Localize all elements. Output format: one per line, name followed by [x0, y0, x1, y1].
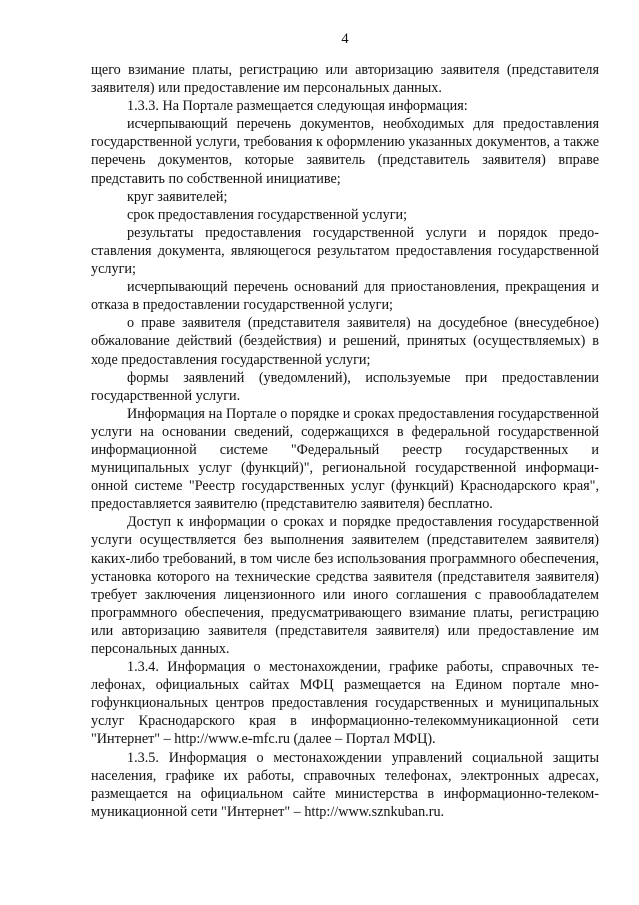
- paragraph: исчерпывающий перечень документов, необходимых для предоставления государственной услуги, требования к оформлению указанных документов, а также перечень документов, которые заявитель (представитель заявителя) вправе представить по собственной инициативе;: [91, 116, 599, 187]
- paragraph: Информация на Портале о порядке и сроках предоставления государственной услуги на основании сведений, содержащихся в федеральной государственной информационной системе "Федеральный реестр государственных и муниципальных услуг (функций)", региональной государственной информационной системе "Реестр государственных услуг (функций) Краснодарского края", предоставляется заявителю (представителю заявителя) бесплатно.: [91, 405, 599, 513]
- paragraph: 1.3.3. На Портале размещается следующая информация:: [127, 98, 468, 115]
- paragraph: круг заявителей;: [127, 188, 228, 205]
- paragraph: 1.3.4. Информация о местонахождении, графике работы, справочных телефонах, официальных сайтах МФЦ размещается на Едином портале многофункциональных центров предоставления государственных и муниципальных услуг Краснодарского края в информационно-телекоммуникационной сети "Интернет" – http://www.e-mfc.ru (далее – Портал МФЦ).: [91, 659, 599, 748]
- paragraph: формы заявлений (уведомлений), используемые при предоставлении государственной услуги.: [91, 369, 599, 404]
- paragraph: щего взимание платы, регистрацию или авторизацию заявителя (представителя заявителя) или предоставление им персональных данных.: [91, 62, 599, 97]
- paragraph: Доступ к информации о сроках и порядке предоставления государственной услуги осуществляется без выполнения заявителем (представителем заявителя) каких-либо требований, в том числе без использования программного обеспечения, установка которого на технические средства заявителя (представителя заявителя) требует заключения лицензионного или иного соглашения с правообладателем программного обеспечения, предусматривающего взимание платы, регистрацию или авторизацию заявителя (представителя заявителя) или предоставление им персональных данных.: [91, 514, 599, 657]
- paragraph: срок предоставления государственной услуги;: [127, 206, 408, 223]
- paragraph: результаты предоставления государственной услуги и порядок предоставления документа, являющегося результатом предоставления государственной услуги;: [91, 224, 599, 278]
- paragraph: исчерпывающий перечень оснований для приостановления, прекращения и отказа в предоставлении государственной услуги;: [91, 279, 599, 314]
- body-text: [91, 61, 599, 821]
- paragraph: о праве заявителя (представителя заявителя) на досудебное (внесудебное) обжалование действий (бездействия) и решений, принятых (осуществляемых) в ходе предоставления государственной услуги;: [91, 315, 599, 368]
- page-number: 4: [341, 31, 349, 47]
- paragraph: 1.3.5. Информация о местонахождении управлений социальной защиты населения, графике их работы, справочных телефонах, электронных адресах, размещается на официальном сайте министерства в информационно-телекоммуникационной сети "Интернет" – http://www.sznkuban.ru.: [91, 749, 599, 820]
